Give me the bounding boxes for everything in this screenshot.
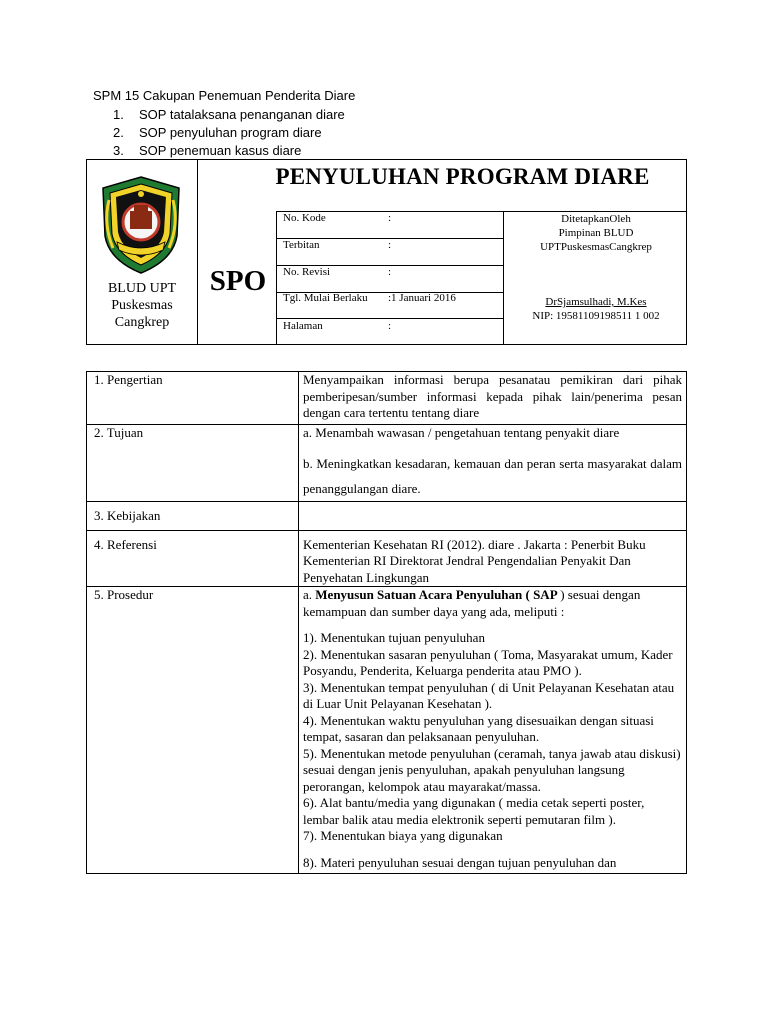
organization-name: BLUD UPT Puskesmas Cangkrep xyxy=(107,281,177,330)
table-row xyxy=(87,425,687,502)
prosedur-intro: a. Menyusun Satuan Acara Penyuluhan ( SAP ) sesuai dengan kemampuan dan sumber daya yang ada, meliputi : xyxy=(303,587,641,619)
field-no-revisi: No. Revisi : xyxy=(283,266,392,278)
field-halaman: Halaman : xyxy=(283,320,392,332)
sop-list xyxy=(113,106,345,160)
list-item: 1). Menentukan tujuan penyuluhan xyxy=(303,630,485,645)
sop-header-table xyxy=(86,159,687,345)
row-label: 5. Prosedur xyxy=(87,587,299,874)
sop-content-table xyxy=(86,371,687,874)
list-item: 8). Materi penyuluhan sesuai dengan tujuan penyuluhan dan xyxy=(303,854,617,870)
row-label: 2. Tujuan xyxy=(87,425,299,502)
list-item: 3). Menentukan tempat penyuluhan ( di Unit Pelayanan Kesehatan atau di Luar Unit Pelayanan Kesehatan ). xyxy=(303,679,675,711)
list-item: 7). Menentukan biaya yang digunakan xyxy=(303,828,503,843)
row-label: 4. Referensi xyxy=(87,530,299,587)
row-label: 3. Kebijakan xyxy=(87,501,299,530)
table-row xyxy=(87,501,687,530)
list-item: 4). Menentukan waktu penyuluhan yang disesuaikan dengan situasi tempat, sasaran dan pelaksanaan penyuluhan. xyxy=(303,712,654,744)
pengertian-text: Menyampaikan informasi berupa pesanatau pemikiran dari pihak pemberipesan/sumber informasi kepada pihak lain/penerima pesan dengan cara tertentu tentang diare xyxy=(299,372,687,425)
list-item: 1. SOP tatalaksana penanganan diare xyxy=(113,107,345,122)
referensi-text: Kementerian Kesehatan RI (2012). diare . Jakarta : Penerbit Buku Kementerian RI Direktorat Jendral Pengendalian Penyakit Dan Penyehatan Lingkungan xyxy=(299,530,687,587)
table-row xyxy=(87,530,687,587)
signature-block: DrSjamsulhadi, M.Kes NIP: 19581109198511 1 002 xyxy=(532,296,660,322)
prosedur-text xyxy=(299,587,687,874)
kebijakan-text xyxy=(299,501,687,530)
table-row xyxy=(87,587,687,874)
spo-label: SPO xyxy=(209,265,267,297)
tujuan-text: a. Menambah wawasan / pengetahuan tentang penyakit diare b. Meningkatkan kesadaran, kemauan dan peran serta masyarakat dalam penanggulangan diare. xyxy=(299,425,687,502)
document-heading: SPM 15 Cakupan Penemuan Penderita Diare xyxy=(93,88,356,103)
field-terbitan: Terbitan : xyxy=(283,239,392,251)
list-item: 2). Menentukan sasaran penyuluhan ( Toma, Masyarakat umum, Kader Posyandu, Penderita, Keluarga penderita atau PMO ). xyxy=(303,646,673,678)
list-item: 3. SOP penemuan kasus diare xyxy=(113,143,302,158)
approval-block: DitetapkanOleh Pimpinan BLUD UPTPuskesmasCangkrep xyxy=(540,213,652,253)
document-title: PENYULUHAN PROGRAM DIARE xyxy=(275,164,650,189)
table-row xyxy=(87,372,687,425)
puskesmas-emblem-logo xyxy=(95,174,187,276)
field-tgl-mulai-berlaku: Tgl. Mulai Berlaku :1 Januari 2016 xyxy=(283,292,456,304)
list-item: 6). Alat bantu/media yang digunakan ( media cetak seperti poster, lembar balik atau media elektronik seperti pemutaran film ). xyxy=(303,795,645,827)
list-item: 5). Menentukan metode penyuluhan (ceramah, tanya jawab atau diskusi) sesuai dengan jenis penyuluhan, apakah penyuluhan langsung perorangan, kelompok atau mayarakat/massa. xyxy=(303,745,681,794)
list-item: 2. SOP penyuluhan program diare xyxy=(113,125,322,140)
field-no-kode: No. Kode : xyxy=(283,212,392,224)
row-label: 1. Pengertian xyxy=(87,372,299,425)
